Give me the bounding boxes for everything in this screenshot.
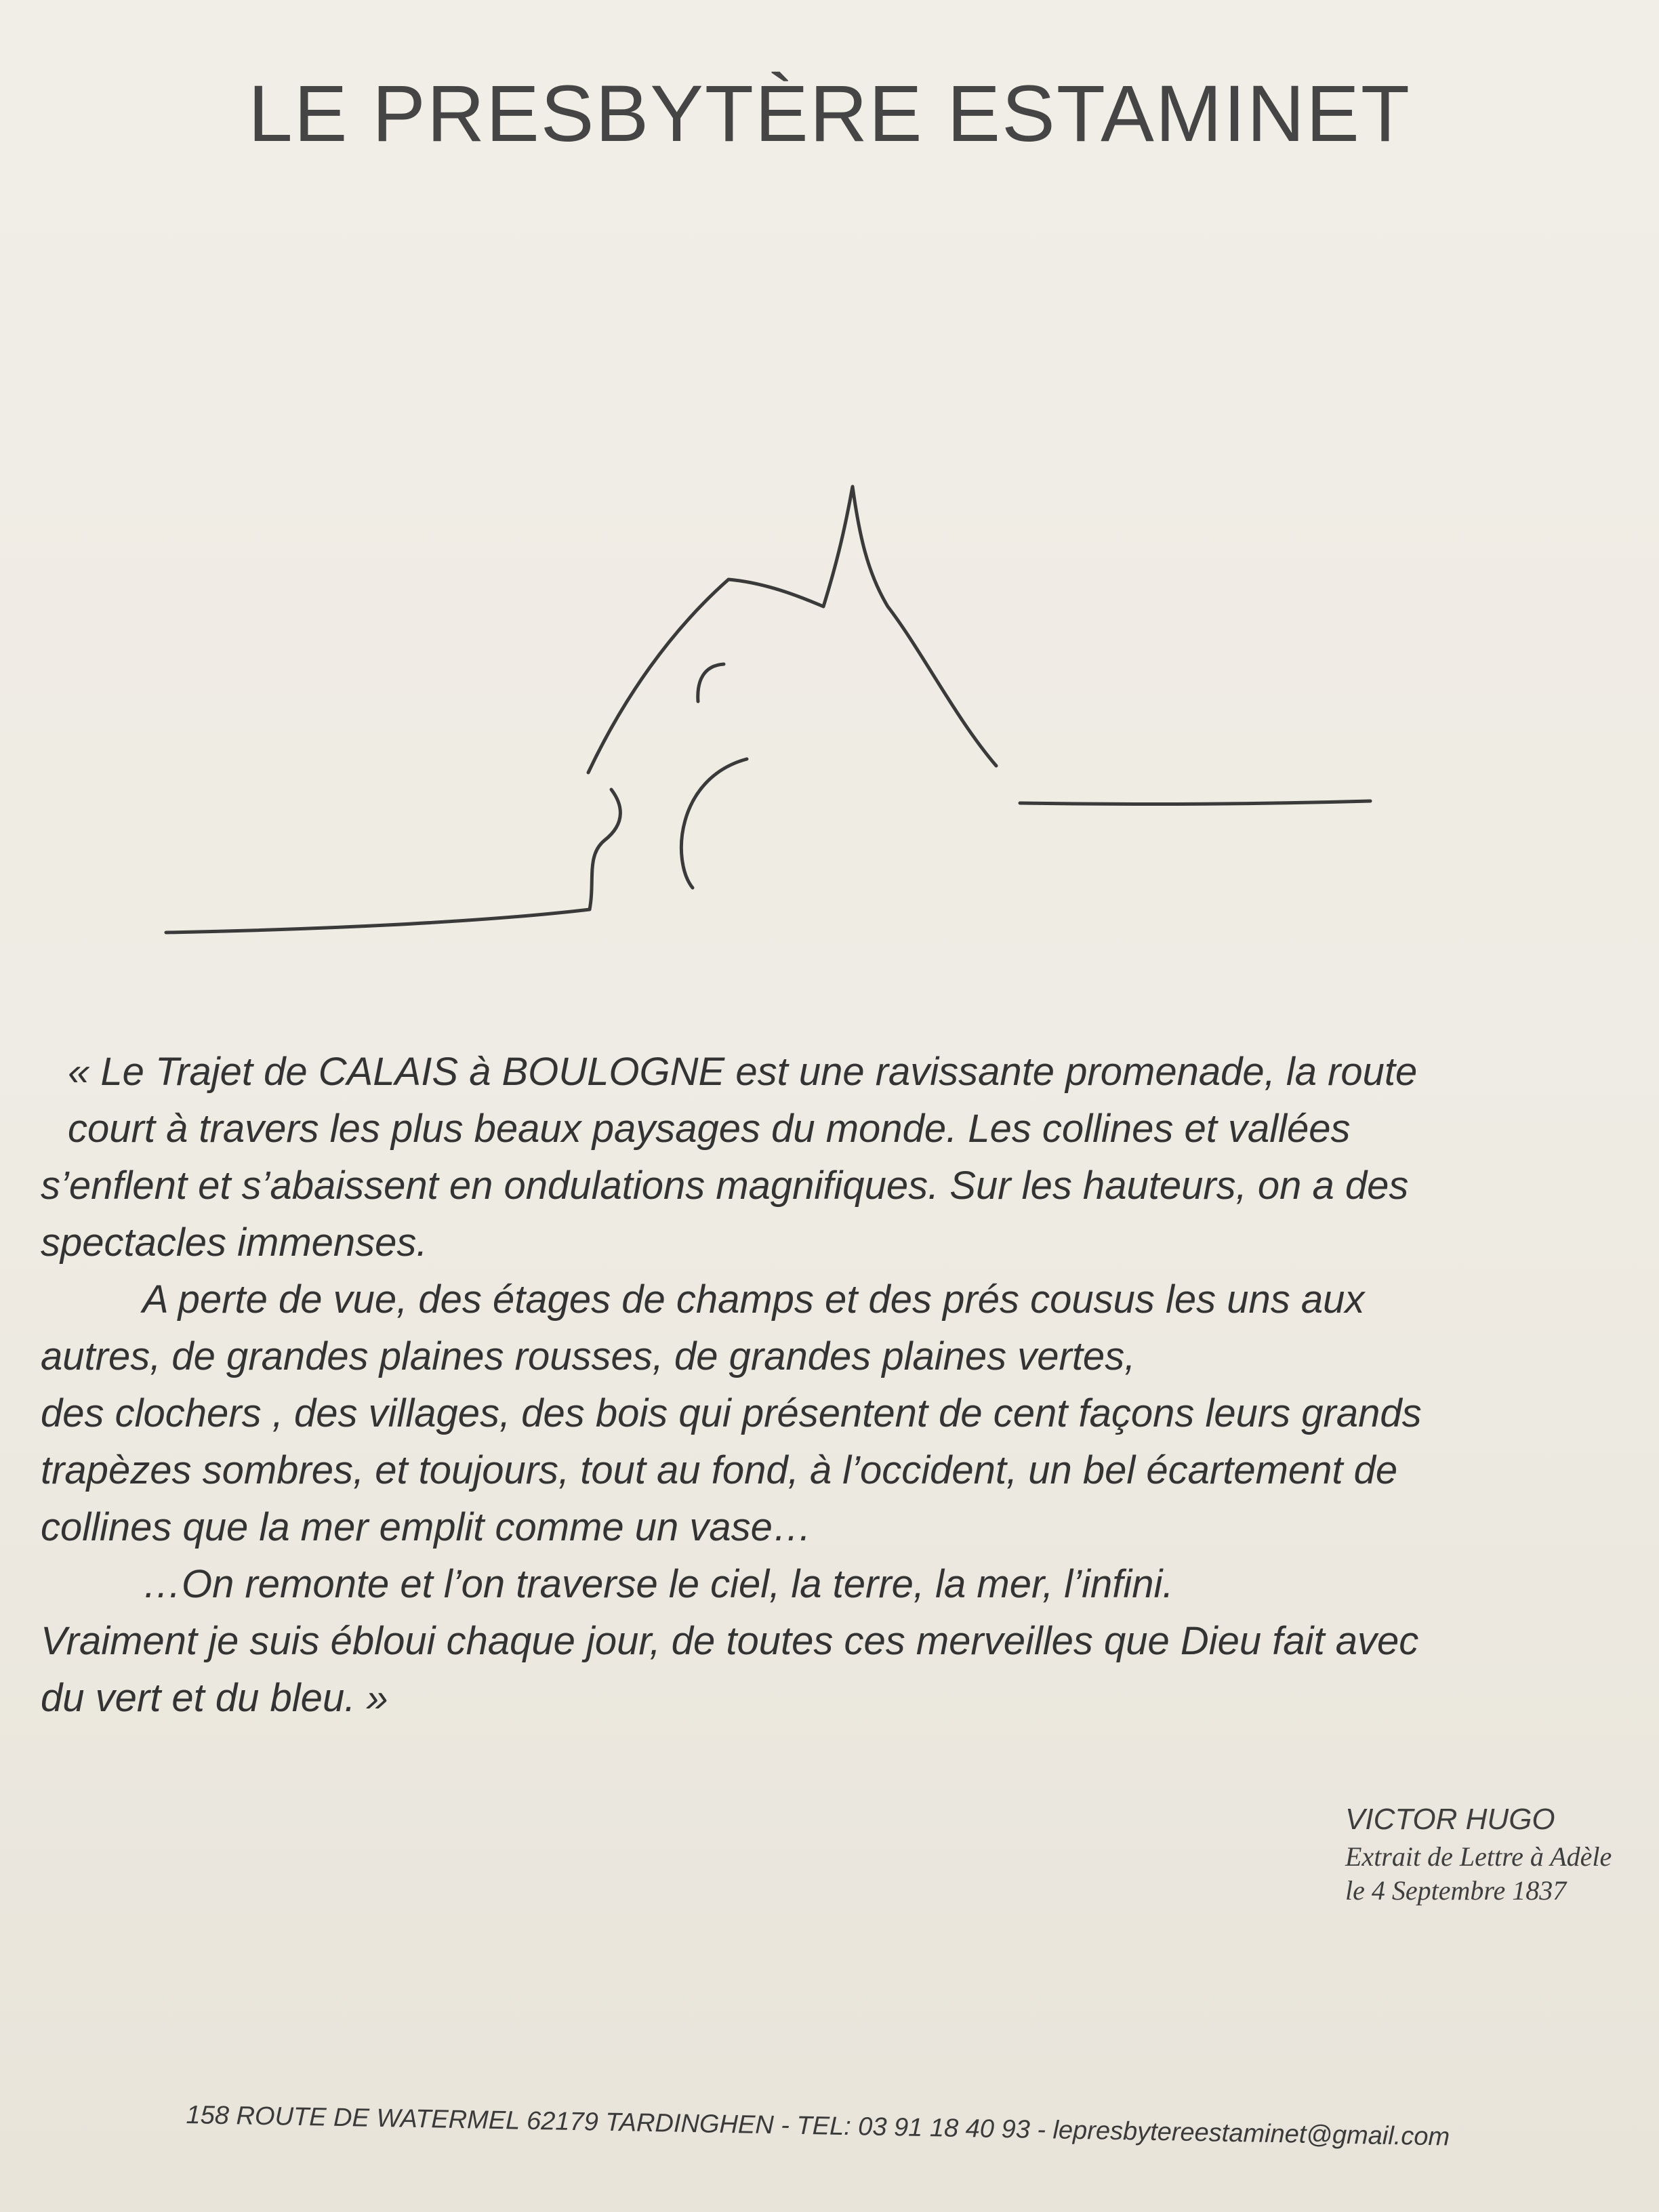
quote-line: autres, de grandes plaines rousses, de grandes plaines vertes, — [41, 1334, 1136, 1378]
quote-line: court à travers les plus beaux paysages du monde. Les collines et vallées — [68, 1107, 1351, 1151]
quote-line: trapèzes sombres, et toujours, tout au fond, à l’occident, un bel écartement de — [41, 1448, 1398, 1492]
quote-line: collines que la mer emplit comme un vase… — [41, 1505, 812, 1549]
quote-line: s’enflent et s’abaissent en ondulations magnifiques. Sur les hauteurs, on a des — [41, 1164, 1409, 1208]
attribution-source: Extrait de Lettre à Adèle — [1345, 1841, 1612, 1872]
quote-line: des clochers , des villages, des bois qui présentent de cent façons leurs grands — [41, 1391, 1422, 1435]
quote-line: Vraiment je suis ébloui chaque jour, de toutes ces merveilles que Dieu fait avec — [41, 1619, 1419, 1663]
footer-contact: 158 ROUTE DE WATERMEL 62179 TARDINGHEN - TEL: 03 91 18 40 93 - lepresbytereestaminet@gmail.com — [186, 2101, 1450, 2152]
quote-attribution — [1345, 1799, 1643, 1908]
quote-line: « Le Trajet de CALAIS à BOULOGNE est une ravissante promenade, la route — [68, 1050, 1418, 1094]
quote-line: spectacles immenses. — [41, 1221, 428, 1265]
page-title: LE PRESBYTÈRE ESTAMINET — [248, 69, 1411, 159]
quote-line: A perte de vue, des étages de champs et des prés cousus les uns aux — [142, 1277, 1365, 1322]
attribution-date: le 4 Septembre 1837 — [1345, 1875, 1567, 1906]
attribution-author: VICTOR HUGO — [1345, 1803, 1555, 1836]
quote-line: …On remonte et l’on traverse le ciel, la terre, la mer, l’infini. — [142, 1562, 1174, 1606]
quote-line: du vert et du bleu. » — [41, 1676, 388, 1720]
victor-hugo-quote — [41, 1044, 1620, 1727]
